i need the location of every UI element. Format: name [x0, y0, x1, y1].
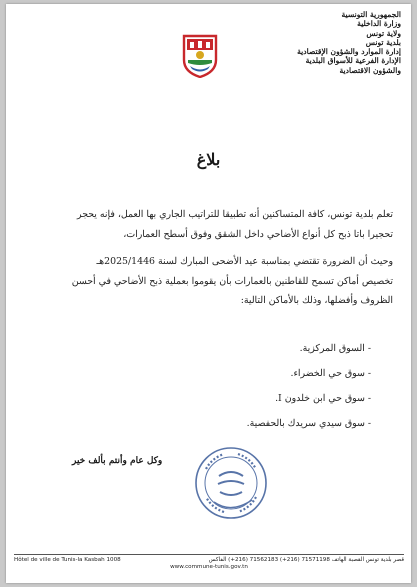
- notice-title: بلاغ: [196, 150, 221, 169]
- locations-list: [71, 336, 371, 436]
- letterhead-line: ولاية تونس: [366, 28, 401, 38]
- letterhead: [251, 10, 401, 75]
- letterhead-line: والشؤون الاقتصادية: [339, 65, 401, 75]
- body-paragraph: تخصيص أماكن تسمح للقاطنين بالعمارات بأن يقوموا بعملية ذبح الأضاحي في أحسن: [71, 275, 393, 287]
- letterhead-line: بلدية تونس: [365, 37, 401, 47]
- footer-address-ar: قصر بلدية تونس القصبة الهاتف 71571198 (216+) 71562183 (216+) الفاكس: [208, 557, 404, 563]
- notice-body: [15, 205, 393, 311]
- location-item: - سوق حي ابن خلدون I.: [275, 393, 371, 404]
- body-paragraph: الظروف وأفضلها، وذلك بالأماكن التالية:: [240, 295, 393, 306]
- body-paragraph: تعلم بلدية تونس، كافة المتساكنين أنه تطبيقا للتراتيب الجاري بها العمل، فإنه يحجر: [77, 209, 393, 220]
- official-stamp: [192, 444, 270, 522]
- footer-address-fr: Hôtel de ville de Tunis-la Kasbah 1008: [14, 557, 121, 563]
- letterhead-line: وزارة الداخلية: [357, 19, 401, 29]
- closing-greeting: وكل عام وأنتم بألف خير: [72, 456, 163, 466]
- document-page: [6, 4, 411, 583]
- body-paragraph: وحيث أن الضرورة تقتضي بمناسبة عيد الأضحى المبارك لسنة 2025/1446هـ: [96, 256, 393, 267]
- footer: [14, 554, 404, 570]
- location-item: - سوق سيدي سريدك بالحفصية.: [246, 418, 371, 429]
- footer-website: www.commune-tunis.gov.tn: [170, 564, 248, 570]
- location-item: - سوق حي الخضراء.: [290, 368, 371, 379]
- letterhead-line: الجمهورية التونسية: [341, 10, 401, 19]
- letterhead-line: إدارة الموارد والشؤون الإقتصادية: [297, 47, 401, 57]
- municipality-logo: [182, 34, 218, 78]
- letterhead-line: الإدارة الفرعية للأسواق البلدية: [305, 56, 401, 66]
- location-item: - السوق المركزية.: [299, 343, 371, 354]
- body-paragraph: تحجيرا باتا ذبح كل أنواع الأضاحي داخل الشقق وفوق أسطح العمارات،: [123, 228, 393, 240]
